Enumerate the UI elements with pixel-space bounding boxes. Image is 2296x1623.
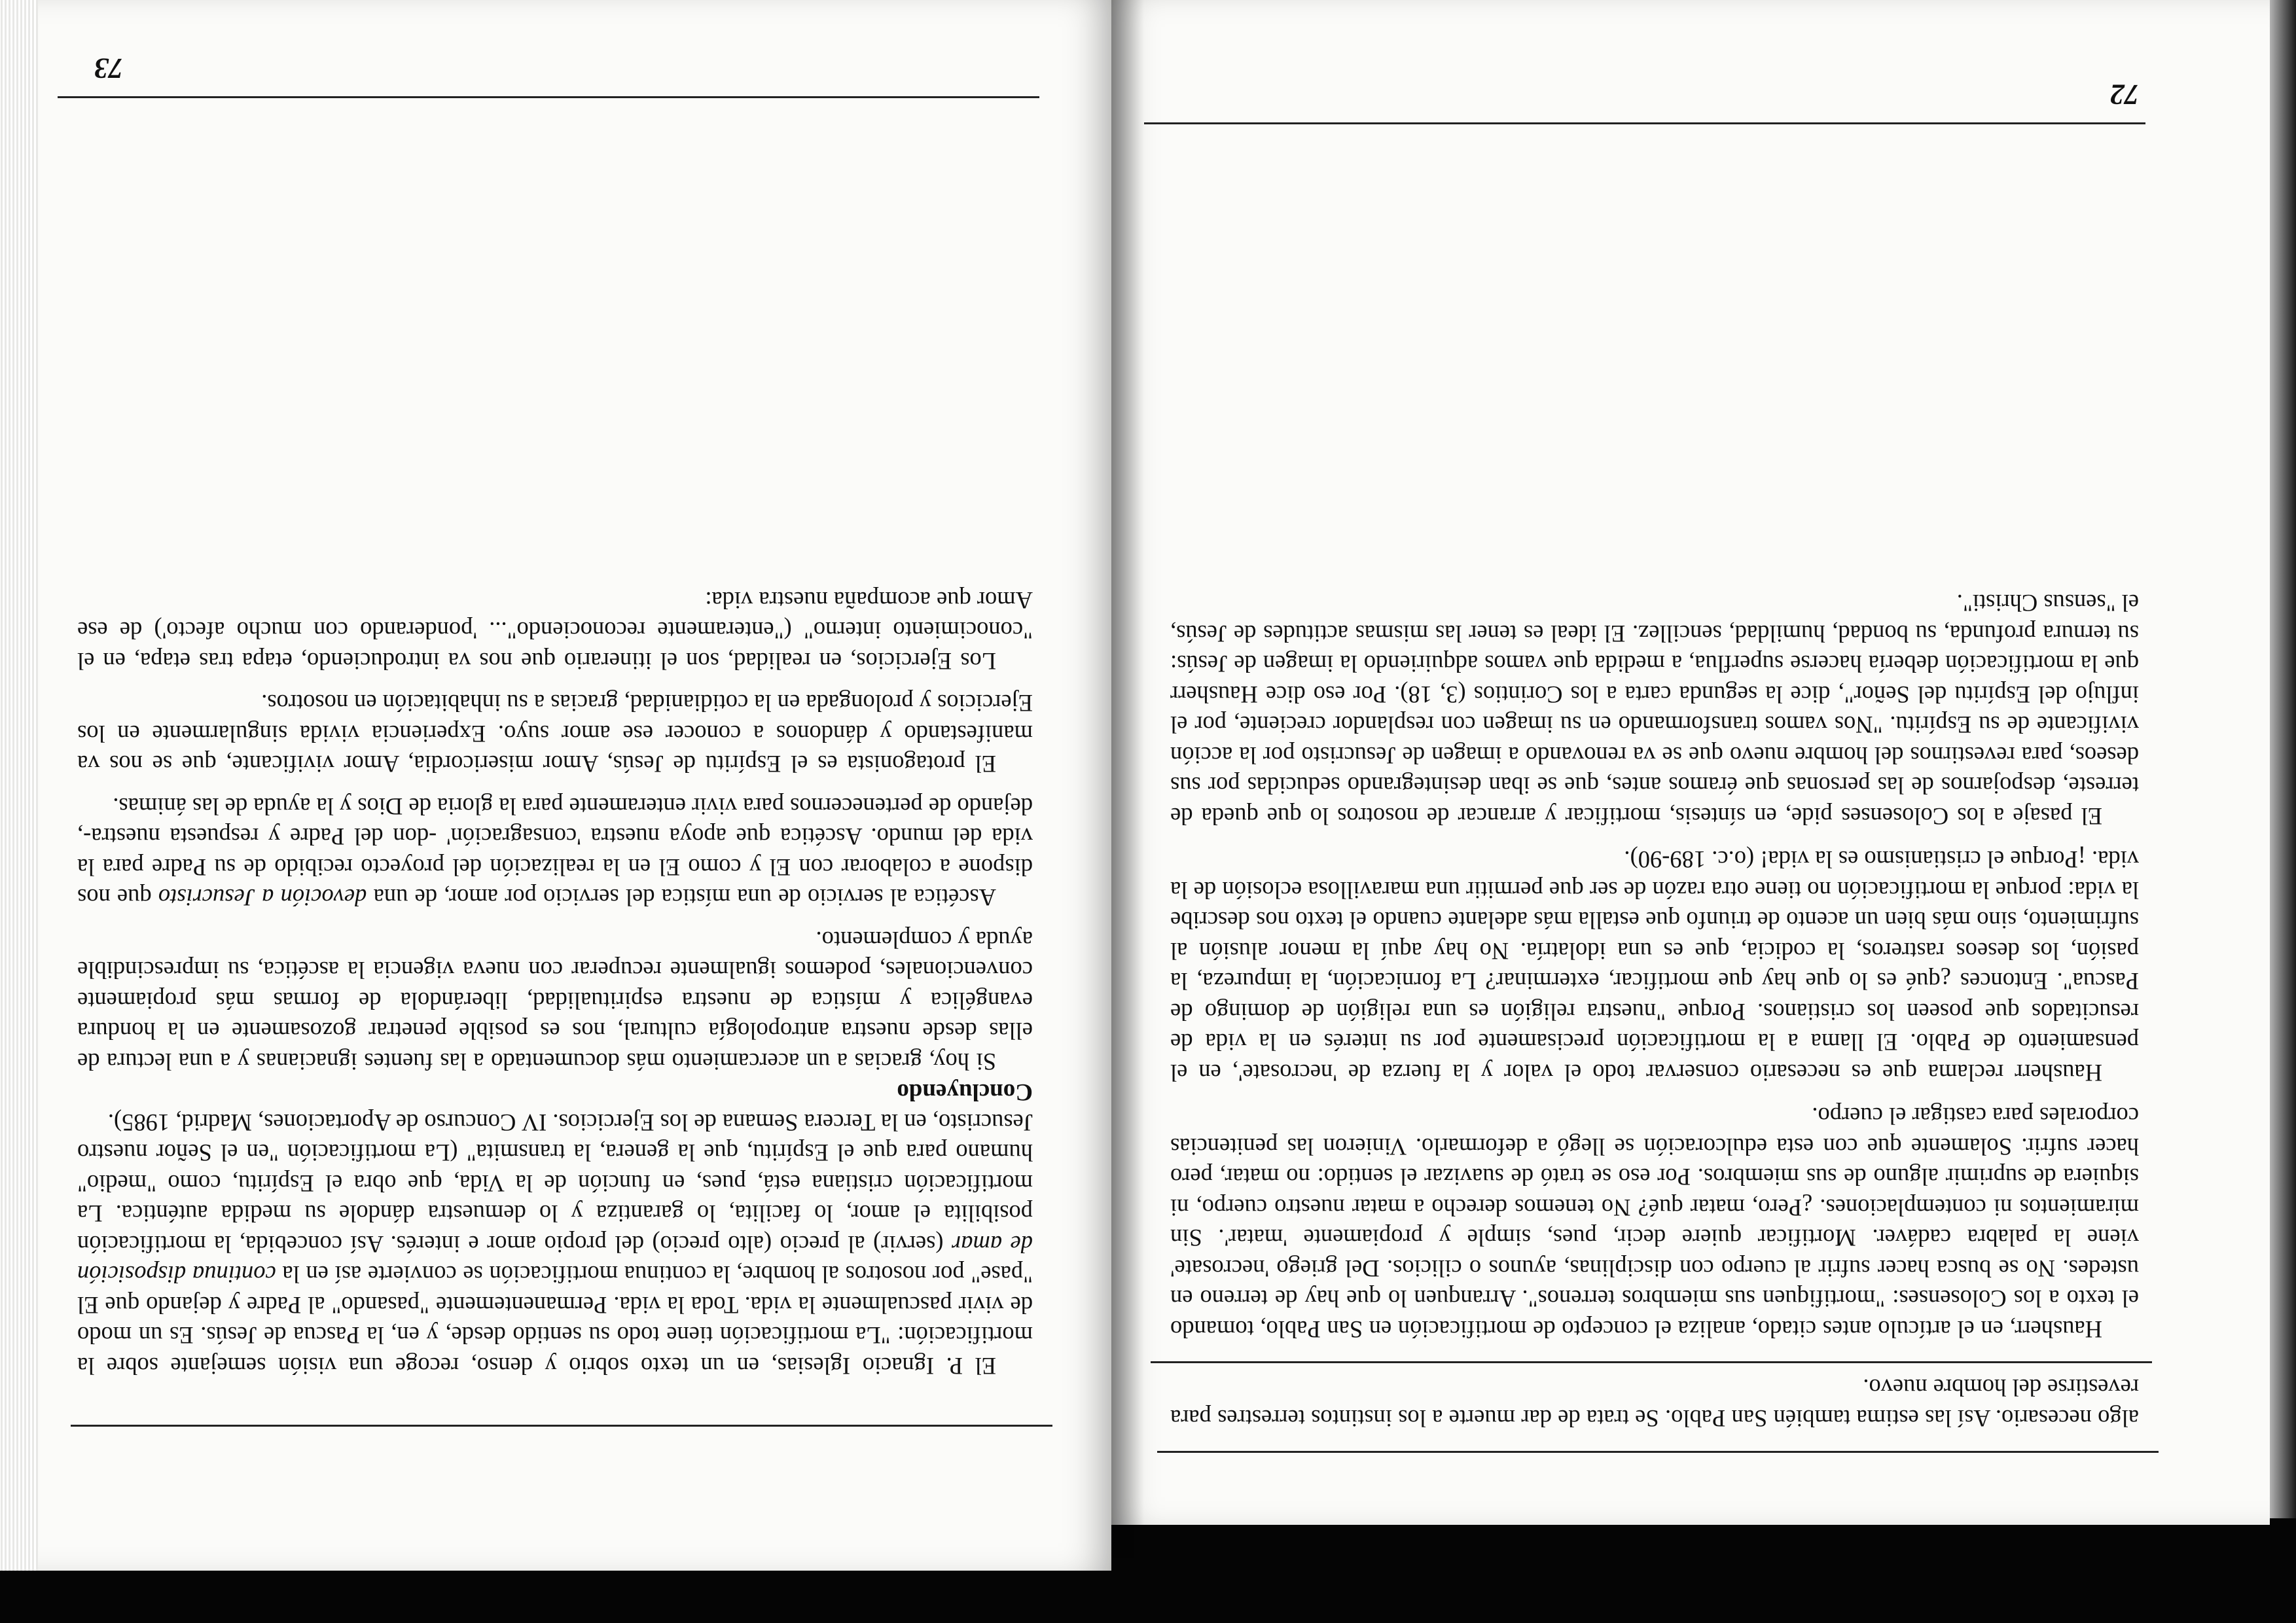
paragraph-protagonista: El protagonista es el Espíritu de Jesús, Amor misericordia, Amor vivificante, que se nos va manifestando y dándonos a conocer ese amor suyo. Experiencia vivida singularmente en los Ejercicios y prolongada en la cotidianidad, gracias a su inhabitación en nosotros. xyxy=(77,690,1033,778)
page-72-text xyxy=(1170,588,2139,1433)
paragraph-ascetica: Ascética al servicio de una mística del servicio por amor, de una devoción a Jesucristo que nos dispone a colaborar con El y como El en la realización del proyecto recibido de su Padre para la vida del mundo. Ascética que apoya nuestra 'consagración' -don del Padre y respuesta nuestra-, dejando de pertenecernos para vivir enteramente para la gloria de Dios y la ayuda de las ánimas. xyxy=(77,793,1033,912)
mid-rule xyxy=(1151,1361,2152,1363)
paragraph-iglesias: El P. Ignacio Iglesias, en un texto sobrio y denso, recoge una visión semejante sobre la mortificación: "La mortificación tiene todo su sentido desde, y en, la Pascua de Jesús. Es un modo de vivir pascualmente la vida. Toda la vida. Permanentemente "pasando" al Padre y dejando que El "pase" por nosotros al hombre, la continua mortificación se convierte así en la continua disposición de amar (servir) al precio (alto precio) del propio amor e interés. Así concebida, la mortificación posibilita el amor, lo facilita, lo garantiza y lo demuestra dándole su medida auténtica. La mortificación cristiana está, pues, en función de la Vida, que obra el Espíritu, como "medio" humano para que el Espíritu, que la genera, la transmita" (La mortificación "en el Señor nuestro Jesucristo, en la Tercera Semana de los Ejercicios. IV Concurso de Aportaciones, Madrid, 1985). xyxy=(77,1109,1033,1380)
page-number-72: 72 xyxy=(2110,79,2139,111)
paragraph-ejercicios: Los Ejercicios, en realidad, son el itinerario que nos va introduciendo, etapa tras etapa, en el "conocimiento interno" ("enteramente reconociendo"... 'ponderando con mucho afecto') de ese Amor que acompaña nuestra vida: xyxy=(77,587,1033,675)
italic-phrase: continua disposición de amar xyxy=(77,1231,1033,1289)
page-73-text xyxy=(77,585,1033,1382)
paragraph-hausherr-2: Hausherr reclama que es necesario conservar todo el valor y la fuerza de 'necrosate', en el pensamiento de Pablo. El llama a la mortificación precisamente por su interés en la vida de resucitados que poseen los cristianos. Porque "nuestra religión es una religión de domingo de Pascua". Entonces ¿qué es lo que hay que mortificar, exterminar? La fornicación, la impureza, la pasión, los deseos rastreros, la codicia, que es una idolatría. No hay aquí la menor alusión al sufrimiento, sino más bien un acento de triunfo que estalla más adelante cuando el texto nos describe la vida: porque la mortificación no tiene otra razón de ser que permitir una maravillosa eclosión de la vida. ¡Porque el cristianismo es la vida! (o.c. 189-90). xyxy=(1170,846,2139,1086)
page-number-73: 73 xyxy=(94,52,123,84)
bottom-rule xyxy=(58,96,1039,98)
bottom-rule xyxy=(1144,122,2145,124)
section-title-concluyendo: Concluyendo xyxy=(897,1079,1033,1106)
page-edges xyxy=(0,0,38,1571)
page-73 xyxy=(38,0,1111,1571)
top-rule xyxy=(71,1425,1052,1427)
top-rule xyxy=(1157,1451,2159,1453)
paragraph-hausherr-1: Hausherr, en el artículo antes citado, analiza el concepto de mortificación en San Pablo, tomando el texto a los Colosenses: "mortifiquen sus miembros terrenos". Arranquen lo que hay de terreno en ustedes. No se busca hacer sufrir al cuerpo con disciplinas, ayunos o cilicios. Del griego 'necrosate' viene la palabra cadáver. Mortificar quiere decir, pues, simple y propiamente 'matar'. Sin miramientos ni contemplaciones. ¿Pero, matar qué? No tenemos derecho a matar nuestro cuerpo, ni siquiera de suprimir alguno de sus miembros. Por eso se trató de suavizar el sentido: no matar, pero hacer sufrir. Solamente que con esta edulcoración se llegó a deformarlo. Vinieron las penitencias corporales para castigar el cuerpo. xyxy=(1170,1103,2139,1343)
page-72 xyxy=(1111,0,2270,1525)
continuation-paragraph: algo necesario. Así las estima también San Pablo. Se trata de dar muerte a los instintos terrestres para revestirse del hombre nuevo. xyxy=(1170,1374,2139,1432)
paragraph-colosenses: El pasaje a los Colosenses pide, en síntesis, mortificar y arrancar de nosotros lo que queda de terreste, despojarnos de las personas que éramos antes, que se iban desintegrando seducidas por sus deseos, para revestirnos del hombre nuevo que se va renovando a imagen de Jesucristo por la acción vivificante de su Espíritu. "Nos vamos transformando en su imagen con resplandor creciente, por el influjo del Espíritu del Señor", dice la segunda carta a los Corintios (3, 18). Por eso dice Hausherr que la mortificación debería hacerse superflua, a medida que vamos adquiriendo la imagen de Jesús: su ternura profunda, su bondad, humildad, sencillez. El ideal es tener las mismas actitudes de Jesús, el "sensus Christi". xyxy=(1170,590,2139,830)
italic-phrase: devoción a Jesucristo xyxy=(158,884,367,912)
paragraph-si-hoy: Si hoy, gracias a un acercamiento más documentado a las fuentes ignacianas y a una lectura de ellas desde nuestra antropología cultural, nos es posible penetrar gozosamente en la hondura evangélica y mística de nuestra espiritualidad, liberándola de formas más propiamente convencionales, podemos igualmente recuperar con nueva vigencia la ascética, su imprescindible ayuda y complemento. xyxy=(77,927,1033,1075)
